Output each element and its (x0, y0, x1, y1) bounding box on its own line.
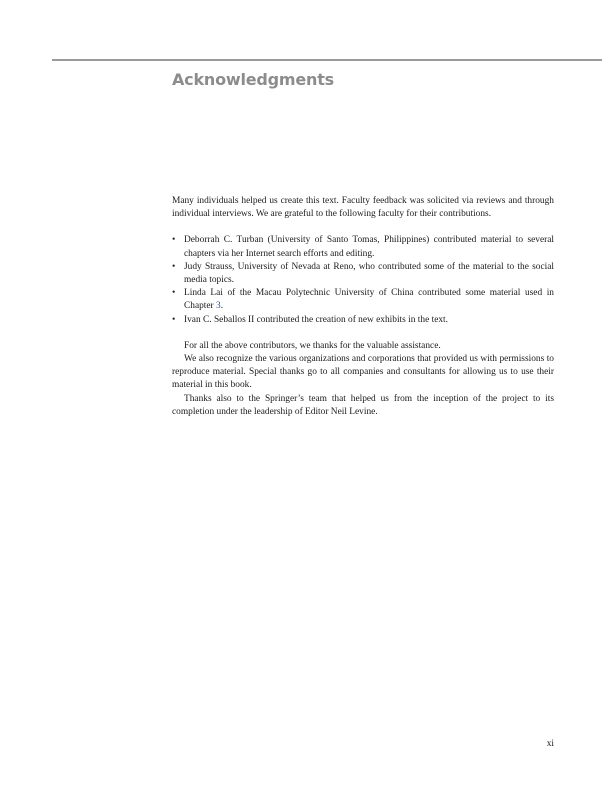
page-number: xi (546, 739, 554, 749)
list-item (172, 287, 554, 313)
acknowledgments-body (172, 195, 554, 419)
list-item (172, 234, 554, 260)
contributor-text: Ivan C. Seballos II contributed the creation of new exhibits in the text. (184, 314, 448, 325)
header-rule (52, 59, 602, 61)
chapter-link[interactable]: 3 (216, 301, 221, 312)
contributors-list (172, 234, 554, 326)
closing-paragraph: For all the above contributors, we thanks for the valuable assistance. (184, 340, 441, 351)
contributor-text: Judy Strauss, University of Nevada at Reno, who contributed some of the material to the social media topics. (184, 261, 554, 286)
contributor-suffix: . (220, 301, 224, 312)
bullet-icon: • (172, 261, 176, 272)
contributor-text: Deborrah C. Turban (University of Santo Tomas, Philippines) contributed material to several chapters via her Internet search efforts and editing. (184, 235, 554, 259)
closing-paragraph: Thanks also to the Springer’s team that helped us from the inception of the project to its completion under the leadership of Editor Neil Levine. (172, 393, 554, 417)
bullet-icon: • (172, 288, 176, 299)
list-item (172, 314, 554, 327)
list-item (172, 261, 554, 287)
bullet-icon: • (172, 235, 176, 246)
contributor-text: Linda Lai of the Macau Polytechnic University of China contributed some material used in Chapter (184, 288, 554, 312)
intro-paragraph: Many individuals helped us create this text. Faculty feedback was solicited via reviews and through individual interviews. We are grateful to the following faculty for their contributions. (172, 196, 554, 220)
page-title: Acknowledgments (172, 70, 335, 89)
bullet-icon: • (172, 314, 176, 325)
closing-paragraph: We also recognize the various organizations and corporations that provided us with permissions to reproduce material. Special thanks go to all companies and consultants for allowing us to use their material in this book. (172, 354, 554, 391)
